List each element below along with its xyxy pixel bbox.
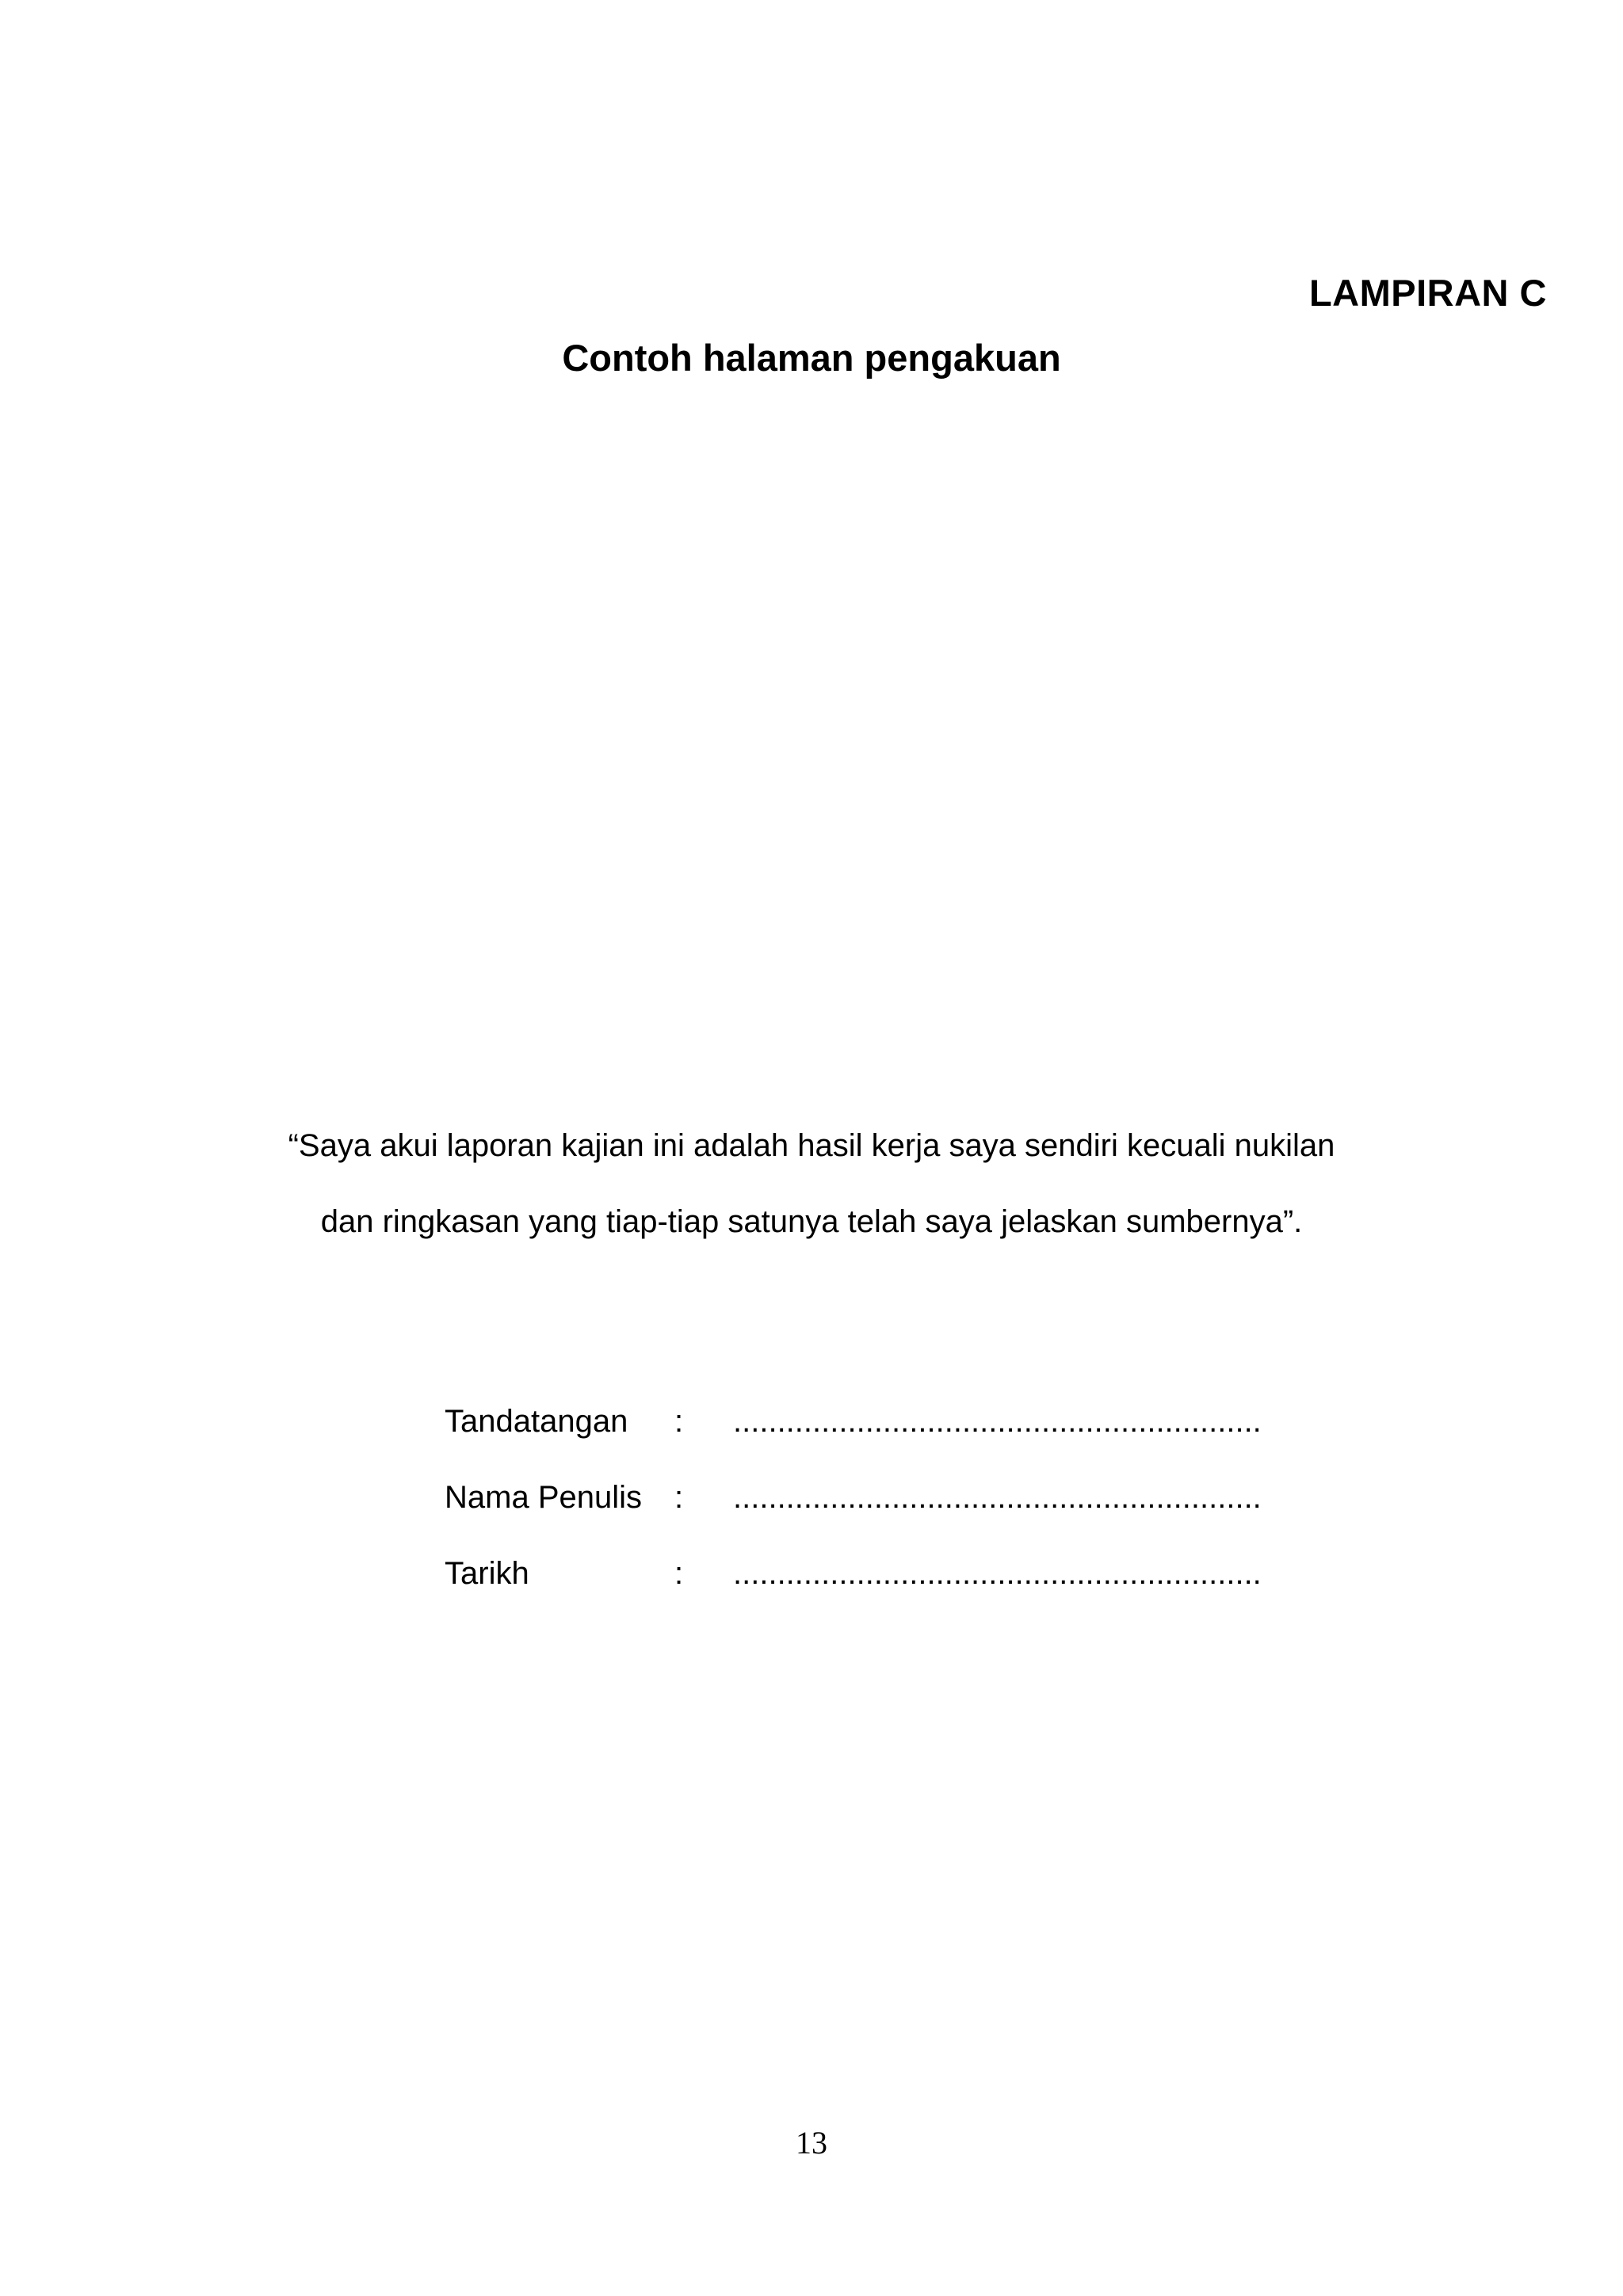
signature-fields <box>445 1404 1396 1632</box>
field-row-author-name <box>445 1480 1396 1556</box>
field-row-date <box>445 1556 1396 1632</box>
author-name-blank-line: ............................................................ <box>733 1480 1262 1515</box>
appendix-label: LAMPIRAN C <box>1308 272 1547 314</box>
declaration-statement <box>0 1108 1623 1260</box>
page-number: 13 <box>796 2125 827 2161</box>
date-blank-line: ............................................................ <box>733 1556 1262 1591</box>
field-separator: : <box>674 1480 684 1515</box>
field-label-author-name: Nama Penulis <box>445 1480 643 1515</box>
declaration-line-1: “Saya akui laporan kajian ini adalah hasil kerja saya sendiri kecuali nukilan <box>288 1128 1335 1163</box>
page-title: Contoh halaman pengakuan <box>562 337 1061 379</box>
field-separator: : <box>674 1556 684 1591</box>
field-row-signature <box>445 1404 1396 1480</box>
field-label-signature: Tandatangan <box>445 1404 628 1439</box>
signature-blank-line: ............................................................ <box>733 1404 1262 1439</box>
field-label-date: Tarikh <box>445 1556 529 1591</box>
field-separator: : <box>674 1404 684 1439</box>
declaration-line-2: dan ringkasan yang tiap-tiap satunya telah saya jelaskan sumbernya”. <box>320 1204 1303 1239</box>
